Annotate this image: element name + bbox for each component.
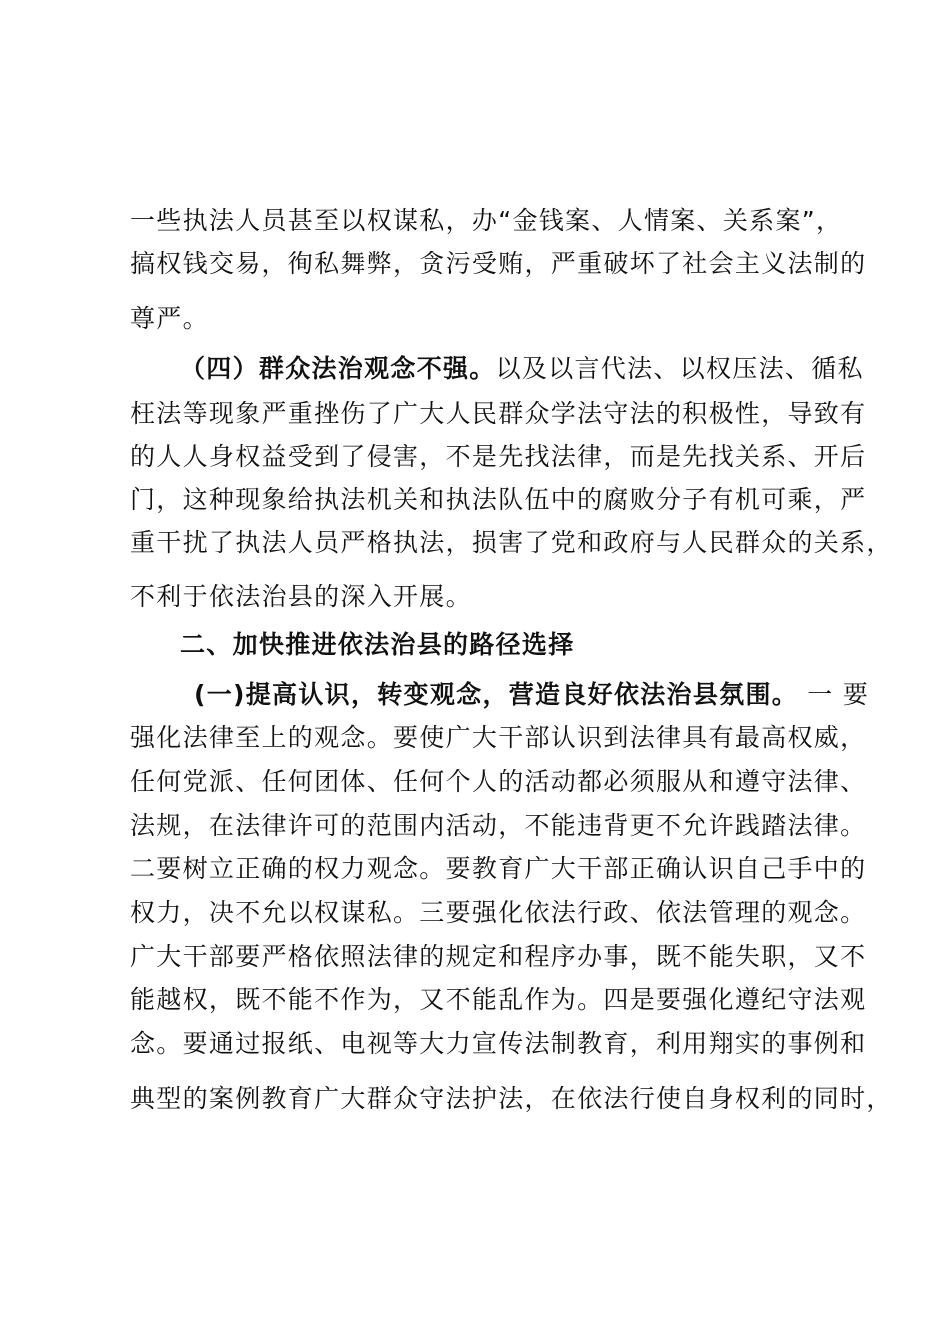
paragraph-line: 门，这种现象给执法机关和执法队伍中的腐败分子有机可乘，严 [130,485,867,514]
paragraph-line: 强化法律至上的观念。要使广大干部认识到法律具有最高权威， [130,723,867,752]
paragraph-line: 念。要通过报纸、电视等大力宣传法制教育，利用翔实的事例和 [130,1029,867,1058]
paragraph-line: 任何党派、任何团体、任何个人的活动都必须服从和遵守法律、 [130,767,867,796]
paragraph-line: 二要树立正确的权力观念。要教育广大干部正确认识自己手中的 [130,854,867,883]
paragraph-line: 一些执法人员甚至以权谋私，办“金钱案、人情案、关系案”， [130,206,843,235]
paragraph-first-line [194,675,870,715]
paragraph-line: 法规，在法律许可的范围内活动，不能违背更不允许践踏法律。 [130,811,867,840]
paragraph-line: 不利于依法治县的深入开展。 [130,582,472,611]
paragraph-line: 权力，决不允以权谋私。三要强化依法行政、依法管理的观念。 [130,898,867,927]
paragraph-line: 的人人身权益受到了侵害，不是先找法律，而是先找关系、开后 [130,442,867,471]
paragraph-line: 重干扰了执法人员严格执法，损害了党和政府与人民群众的关系， [130,528,893,557]
paragraph-line: 搞权钱交易，徇私舞弊，贪污受贿，严重破坏了社会主义法制的 [130,249,867,278]
paragraph-line: 广大干部要严格依照法律的规定和程序办事，既不能失职，又不 [130,942,867,971]
paragraph-line: 枉法等现象严重挫伤了广大人民群众学法守法的积极性，导致有 [130,399,867,428]
paragraph-first-line [180,349,864,389]
paragraph-text: 一 要 [798,680,870,709]
paragraph-text: 以及以言代法、以权压法、循私 [495,354,864,383]
paragraph-line: 尊严。 [130,304,209,333]
paragraph-heading: （四）群众法治观念不强。 [180,354,496,383]
paragraph-heading: (一)提高认识，转变观念，营造良好依法治县氛围。 [194,680,799,709]
section-heading: 二、加快推进依法治县的路径选择 [180,630,575,659]
paragraph-line: 典型的案例教育广大群众守法护法，在依法行使自身权利的同时， [130,1084,893,1113]
paragraph-line: 能越权，既不能不作为，又不能乱作为。四是要强化遵纪守法观 [130,985,867,1014]
